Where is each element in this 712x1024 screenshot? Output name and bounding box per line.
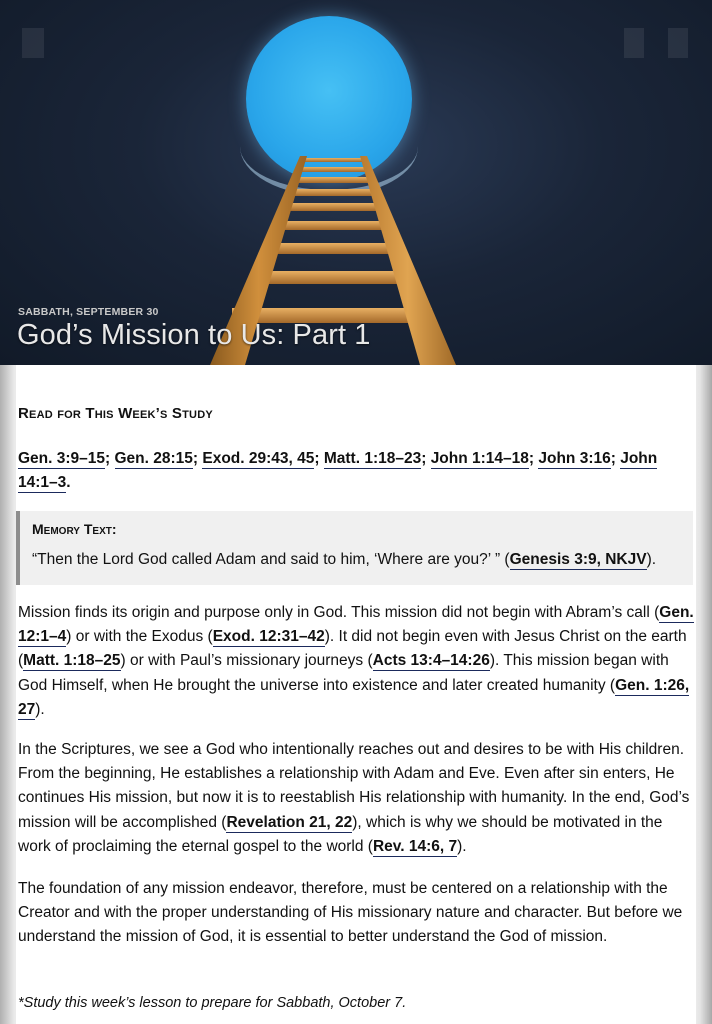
lesson-content [16,365,696,1024]
ref-link[interactable]: Acts 13:4–14:26 [372,652,490,670]
ref-link[interactable]: Rev. 14:6, 7 [372,837,458,855]
date-kicker: SABBATH, SEPTEMBER 30 [18,306,159,318]
memory-quote: “Then the Lord God called Adam and said to him, ‘Where are you?’ ” (Genesis 3:9, NKJV). [32,551,657,568]
ref-link[interactable]: John 14:1–3 [18,450,658,491]
ref-link[interactable]: Exod. 29:43, 45 [202,450,315,467]
memory-heading: Memory Text: [32,521,117,537]
read-heading: Read for This Week’s Study [18,405,213,422]
corner-mark-left [22,28,44,58]
lesson-title: God’s Mission to Us: Part 1 [17,319,371,351]
footnote: *Study this week’s lesson to prepare for Sabbath, October 7. [18,995,407,1011]
ref-link[interactable]: John 3:16 [538,450,611,467]
ref-link[interactable]: Matt. 1:18–25 [23,652,121,670]
memory-ref-link[interactable]: Genesis 3:9, NKJV [509,551,647,568]
ref-link[interactable]: Gen. 12:1–4 [18,604,694,646]
hero-image [0,0,712,365]
ref-link[interactable]: John 1:14–18 [430,450,529,467]
ref-link[interactable]: Gen. 28:15 [114,450,193,467]
corner-mark-right-2 [668,28,688,58]
ref-link[interactable]: Exod. 12:31–42 [212,628,325,646]
corner-mark-right-1 [624,28,644,58]
reading-references: Gen. 3:9–15; Gen. 28:15; Exod. 29:43, 45; Matt. 1:18–23; John 1:14–18; John 3:16; John 14:1–3. [18,450,658,491]
paragraph-3: The foundation of any mission endeavor, therefore, must be centered on a relationship with the Creator and with the proper understanding of His missionary nature and character. But before we understand the mission of God, it is essential to better understand the God of mission. [18,880,683,946]
ref-link[interactable]: Matt. 1:18–23 [323,450,422,467]
memory-text-box [16,511,693,585]
ref-link[interactable]: Gen. 3:9–15 [18,450,106,467]
paragraph-2: In the Scriptures, we see a God who intentionally reaches out and desires to be with His children. From the beginning, He establishes a relationship with Adam and Eve. Even after sin enters, He continues His mission, but now it is to reestablish His relationship with humanity. In the end, God’s mission will be accomplished (Revelation 21, 22), which is why we should be motivated in the work of proclaiming the eternal gospel to the world (Rev. 14:6, 7). [18,741,690,855]
ref-link[interactable]: Revelation 21, 22 [226,813,353,831]
ref-link[interactable]: Gen. 1:26, 27 [18,676,690,718]
paragraph-1: Mission finds its origin and purpose only in God. This mission did not begin with Abram’s call (Gen. 12:1–4) or with the Exodus (Exod. 12:31–42). It did not begin even with Jesus Christ on the earth (Matt. 1:18–25) or with Paul’s missionary journeys (Acts 13:4–14:26). This mission began with God Himself, when He brought the universe into existence and later created humanity (Gen. 1:26, 27). [18,604,694,718]
